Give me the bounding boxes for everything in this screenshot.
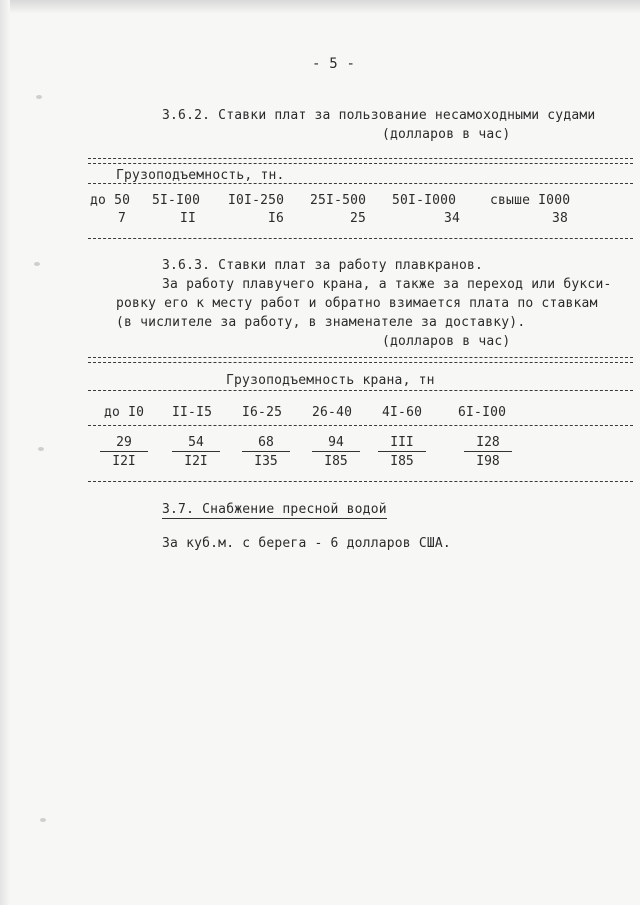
table-rule xyxy=(88,158,633,159)
section-362-unit: (долларов в час) xyxy=(382,127,511,142)
table-rule xyxy=(88,481,633,482)
rate-numerator: 54 xyxy=(172,435,220,452)
table1-value: II xyxy=(180,211,197,226)
table-rule xyxy=(88,425,633,426)
rate-numerator: 68 xyxy=(242,435,290,452)
section-37-text: За куб.м. с берега - 6 долларов США. xyxy=(162,536,451,551)
table1-value: I6 xyxy=(268,211,285,226)
rate-denominator: I35 xyxy=(254,454,278,469)
scan-speck xyxy=(36,95,42,99)
table1-col: 25I-500 xyxy=(310,193,367,208)
rate-fraction xyxy=(464,435,512,469)
section-37-heading xyxy=(162,502,387,517)
table2-col: II-I5 xyxy=(172,405,213,420)
table1-col: I0I-250 xyxy=(228,193,285,208)
table2-col: 26-40 xyxy=(312,405,353,420)
page-number: - 5 - xyxy=(312,56,356,72)
scan-speck xyxy=(40,818,46,822)
table2-col: I6-25 xyxy=(242,405,283,420)
table-rule xyxy=(88,362,633,363)
rate-denominator: I85 xyxy=(324,454,348,469)
scan-top-edge xyxy=(0,0,640,14)
section-363-unit: (долларов в час) xyxy=(382,334,511,349)
section-363-para: За работу плавучего крана, а также за переход или букси- xyxy=(162,277,612,292)
rate-denominator: I2I xyxy=(112,454,136,469)
table1-row-header: Грузоподъемность, тн. xyxy=(116,168,285,183)
rate-denominator: I98 xyxy=(476,454,500,469)
table1-col: 50I-I000 xyxy=(392,193,457,208)
table2-col: 4I-60 xyxy=(382,405,423,420)
scan-left-edge xyxy=(0,0,10,905)
section-363-para: ровку его к месту работ и обратно взимается плата по ставкам xyxy=(116,296,598,311)
section-363-heading: 3.6.3. Ставки плат за работу плавкранов. xyxy=(162,258,484,273)
table-rule xyxy=(88,390,633,391)
rate-denominator: I2I xyxy=(184,454,208,469)
rate-numerator: 94 xyxy=(312,435,360,452)
scan-speck xyxy=(34,262,40,266)
table-rule xyxy=(88,163,633,164)
rate-numerator: III xyxy=(378,435,426,452)
rate-denominator: I85 xyxy=(390,454,414,469)
table-rule xyxy=(88,183,633,184)
table1-value: 7 xyxy=(118,211,127,226)
rate-numerator: 29 xyxy=(100,435,148,452)
table-rule xyxy=(88,238,633,239)
rate-fraction xyxy=(172,435,220,469)
table2-col: 6I-I00 xyxy=(458,405,507,420)
section-362-heading: 3.6.2. Ставки плат за пользование несамоходными судами xyxy=(162,108,596,123)
rate-fraction xyxy=(378,435,426,469)
rate-numerator: I28 xyxy=(464,435,512,452)
rate-fraction xyxy=(100,435,148,469)
table2-col: до I0 xyxy=(104,405,145,420)
table1-value: 34 xyxy=(444,211,461,226)
table1-col: свыше I000 xyxy=(490,193,571,208)
table1-col: до 50 xyxy=(90,193,131,208)
table1-value: 38 xyxy=(552,211,569,226)
table2-row-header: Грузоподъемность крана, тн xyxy=(226,373,435,388)
table1-value: 25 xyxy=(350,211,367,226)
rate-fraction xyxy=(242,435,290,469)
section-363-para: (в числителе за работу, в знаменателе за доставку). xyxy=(116,315,526,330)
scan-speck xyxy=(38,447,44,451)
table1-col: 5I-I00 xyxy=(152,193,201,208)
section-37-heading-text: 3.7. Снабжение пресной водой xyxy=(162,502,387,517)
rate-fraction xyxy=(312,435,360,469)
table-rule xyxy=(88,357,633,358)
